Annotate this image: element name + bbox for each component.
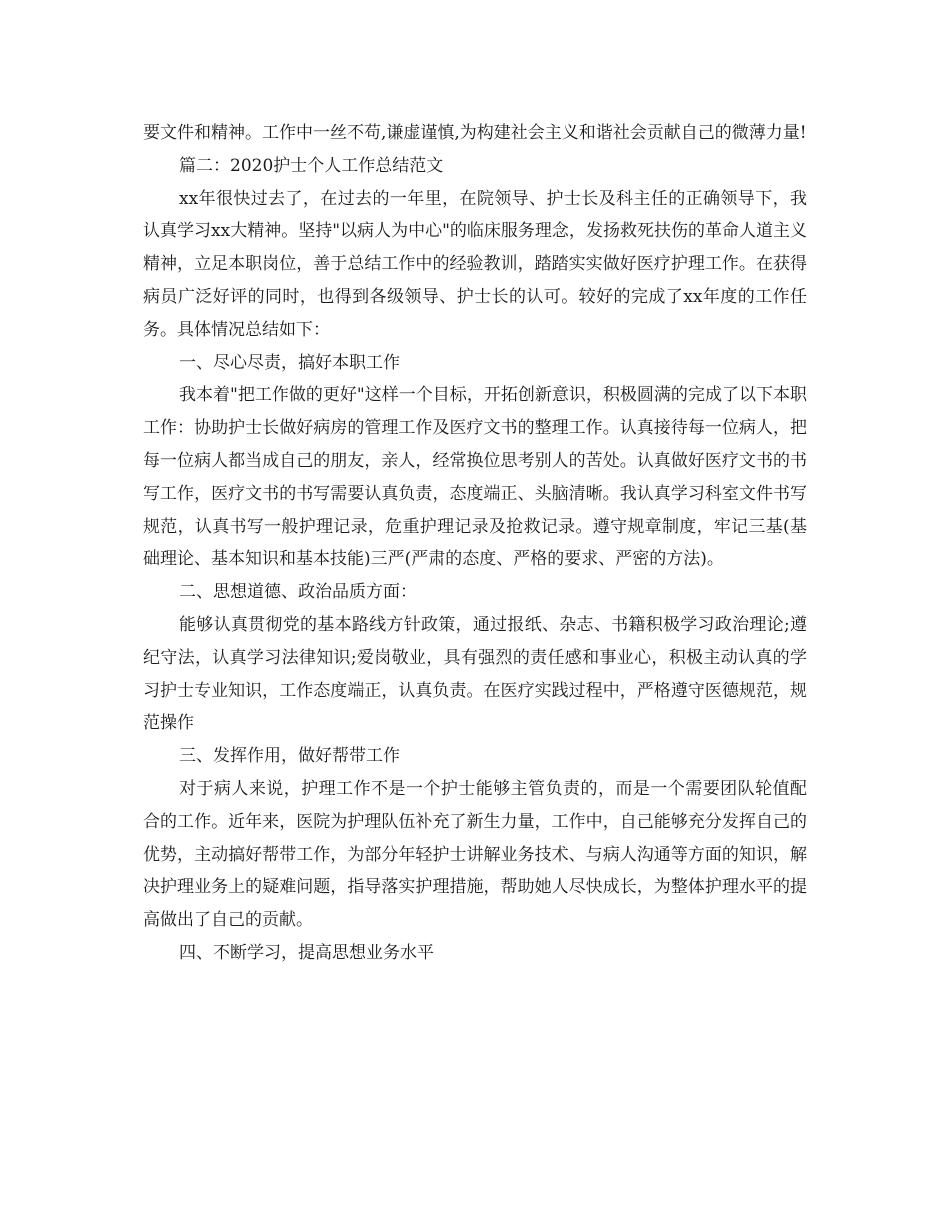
section-heading-four: 四、不断学习，提高思想业务水平 [179,942,434,963]
section-heading-two: 二、思想道德、政治品质方面： [179,582,417,603]
paragraph-intro: xx年很快过去了，在过去的一年里，在院领导、护士长及科主任的正确领导下，我认真学习xx大精神。坚持"以病人为中心"的临床服务理念，发扬救死扶伤的革命人道主义精神，立足本职岗位，善于总结工作中的经验教训，踏踏实实做好医疗护理工作。在获得病员广泛好评的同时，也得到各级领导、护士长的认可。较好的完成了xx年度的工作任务。具体情况总结如下： [143,188,807,340]
paragraph-continuation: 要文件和精神。工作中一丝不苟,谦虚谨慎,为构建社会主义和谐社会贡献自己的微薄力量! [143,123,807,143]
paragraph-ethics: 能够认真贯彻党的基本路线方针政策，通过报纸、杂志、书籍积极学习政治理论;遵纪守法，认真学习法律知识;爱岗敬业，具有强烈的责任感和事业心，积极主动认真的学习护士专业知识，工作态度端正，认真负责。在医疗实践过程中，严格遵守医德规范，规范操作 [143,614,807,734]
section-title-part-two: 篇二：2020护士个人工作总结范文 [179,155,444,176]
section-heading-one: 一、尽心尽责，搞好本职工作 [179,352,400,373]
paragraph-mentoring: 对于病人来说，护理工作不是一个护士能够主管负责的，而是一个需要团队轮值配合的工作。近年来，医院为护理队伍补充了新生力量，工作中，自己能够充分发挥自己的优势，主动搞好帮带工作，为部分年轻护士讲解业务技术、与病人沟通等方面的知识，解决护理业务上的疑难问题，指导落实护理措施，帮助她人尽快成长，为整体护理水平的提高做出了自己的贡献。 [143,778,807,931]
paragraph-duties: 我本着"把工作做的更好"这样一个目标，开拓创新意识，积极圆满的完成了以下本职工作：协助护士长做好病房的管理工作及医疗文书的整理工作。认真接待每一位病人，把每一位病人都当成自己的朋友，亲人，经常换位思考别人的苦处。认真做好医疗文书的书写工作，医疗文书的书写需要认真负责，态度端正、头脑清晰。我认真学习科室文件书写规范，认真书写一般护理记录，危重护理记录及抢救记录。遵守规章制度，牢记三基(基础理论、基本知识和基本技能)三严(严肃的态度、严格的要求、严密的方法)。 [143,385,807,570]
document-body [143,117,807,970]
section-heading-three: 三、发挥作用，做好帮带工作 [179,746,400,767]
